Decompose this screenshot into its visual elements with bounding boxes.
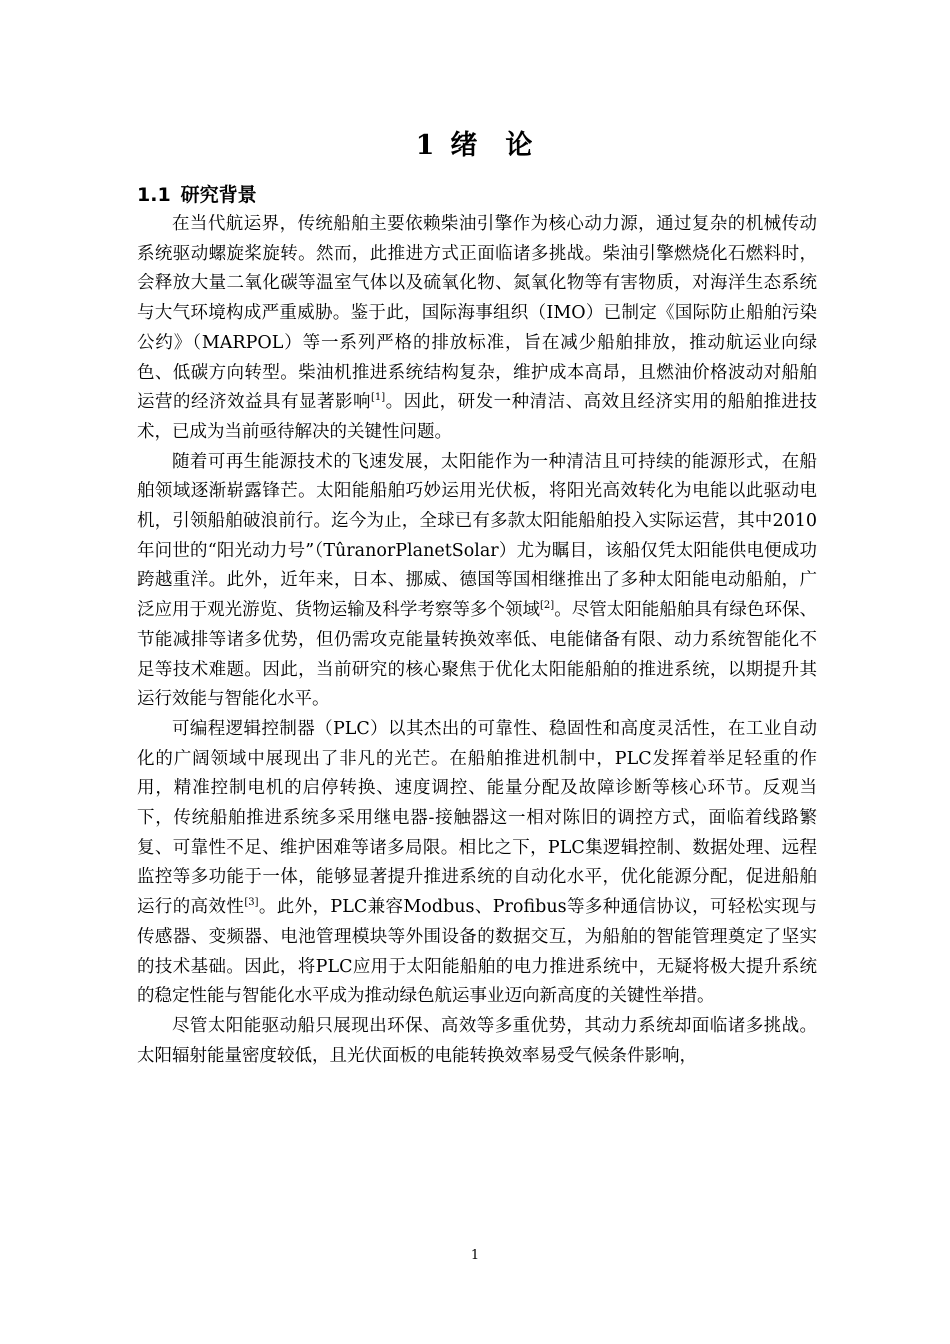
paragraph-text: 。因此，研发一种清洁、高效且经济实用的船舶推进技术，已成为当前亟待解决的关键性问题。 — [137, 392, 818, 442]
chapter-title — [0, 126, 950, 166]
paragraph-text: 。此外，PLC兼容Modbus、Profibus等多种通信协议，可轻松实现与传感器、变频器、电池管理模块等外围设备的数据交互，为船舶的智能管理奠定了坚实的技术基础。因此，将PLC应用于太阳能船舶的电力推进系统中，无疑将极大提升系统的稳定性能与智能化水平成为推动绿色航运事业迈向新高度的关键性举措。 — [137, 897, 817, 1007]
citation: [3] — [244, 897, 259, 909]
citation: [2] — [540, 600, 555, 612]
citation: [1] — [370, 392, 386, 404]
page-number: 1 — [470, 1248, 480, 1263]
chapter-title-part2: 论 — [505, 130, 535, 161]
paragraph-text: 在当代航运界，传统船舶主要依赖柴油引擎作为核心动力源，通过复杂的机械传动系统驱动螺旋桨旋转。然而，此推进方式正面临诸多挑战。柴油引擎燃烧化石燃料时，会释放大量二氧化碳等温室气体以及硫氧化物、氮氧化物等有害物质，对海洋生态系统与大气环境构成严重威胁。鉴于此，国际海事组织（IMO）已制定《国际防止船舶污染公约》（MARPOL）等一系列严格的排放标准，旨在减少船舶排放，推动航运业向绿色、低碳方向转型。柴油机推进系统结构复杂，维护成本高昂，且燃油价格波动对船舶运营的经济效益具有显著影响 — [137, 214, 817, 413]
paragraph-text: 随着可再生能源技术的飞速发展，太阳能作为一种清洁且可持续的能源形式，在船舶领域逐渐崭露锋芒。太阳能船舶巧妙运用光伏板，将阳光高效转化为电能以此驱动电机，引领船舶破浪前行。迄今为止，全球已有多款太阳能船舶投入实际运营，其中2010年问世的“阳光动力号”（TûranorPlanetSolar）尤为瞩目，该船仅凭太阳能供电便成功跨越重洋。此外，近年来，日本、挪威、德国等国相继推出了多种太阳能电动船舶，广泛应用于观光游览、货物运输及科学考察等多个领域 — [137, 451, 817, 621]
body-text — [137, 210, 817, 1071]
section-number: 1.1 — [137, 184, 171, 206]
chapter-title-part1: 绪 — [450, 130, 480, 161]
paragraph-text: 可编程逻辑控制器（PLC）以其杰出的可靠性、稳固性和高度灵活性，在工业自动化的广阔领域中展现出了非凡的光芒。在船舶推进机制中，PLC发挥着举足轻重的作用，精准控制电机的启停转换、速度调控、能量分配及故障诊断等核心环节。反观当下，传统船舶推进系统多采用继电器-接触器这一相对陈旧的调控方式，面临着线路繁复、可靠性不足、维护困难等诸多局限。相比之下，PLC集逻辑控制、数据处理、远程监控等多功能于一体，能够显著提升推进系统的自动化水平，优化能源分配，促进船舶运行的高效性 — [137, 718, 817, 918]
paragraph-text: 。尽管太阳能船舶具有绿色环保、节能减排等诸多优势，但仍需攻克能量转换效率低、电能储备有限、动力系统智能化不足等技术难题。因此，当前研究的核心聚焦于优化太阳能船舶的推进系统，以期提升其运行效能与智能化水平。 — [137, 600, 817, 710]
paragraph-text: 尽管太阳能驱动船只展现出环保、高效等多重优势，其动力系统却面临诸多挑战。太阳辐射能量密度较低，且光伏面板的电能转换效率易受气候条件影响， — [137, 1015, 817, 1066]
chapter-number: 1 — [415, 130, 437, 161]
section-heading — [137, 180, 257, 210]
section-title: 研究背景 — [180, 184, 257, 206]
paragraph — [137, 448, 817, 715]
paragraph — [137, 715, 817, 1012]
paragraph — [137, 1012, 817, 1071]
paragraph — [137, 210, 817, 448]
